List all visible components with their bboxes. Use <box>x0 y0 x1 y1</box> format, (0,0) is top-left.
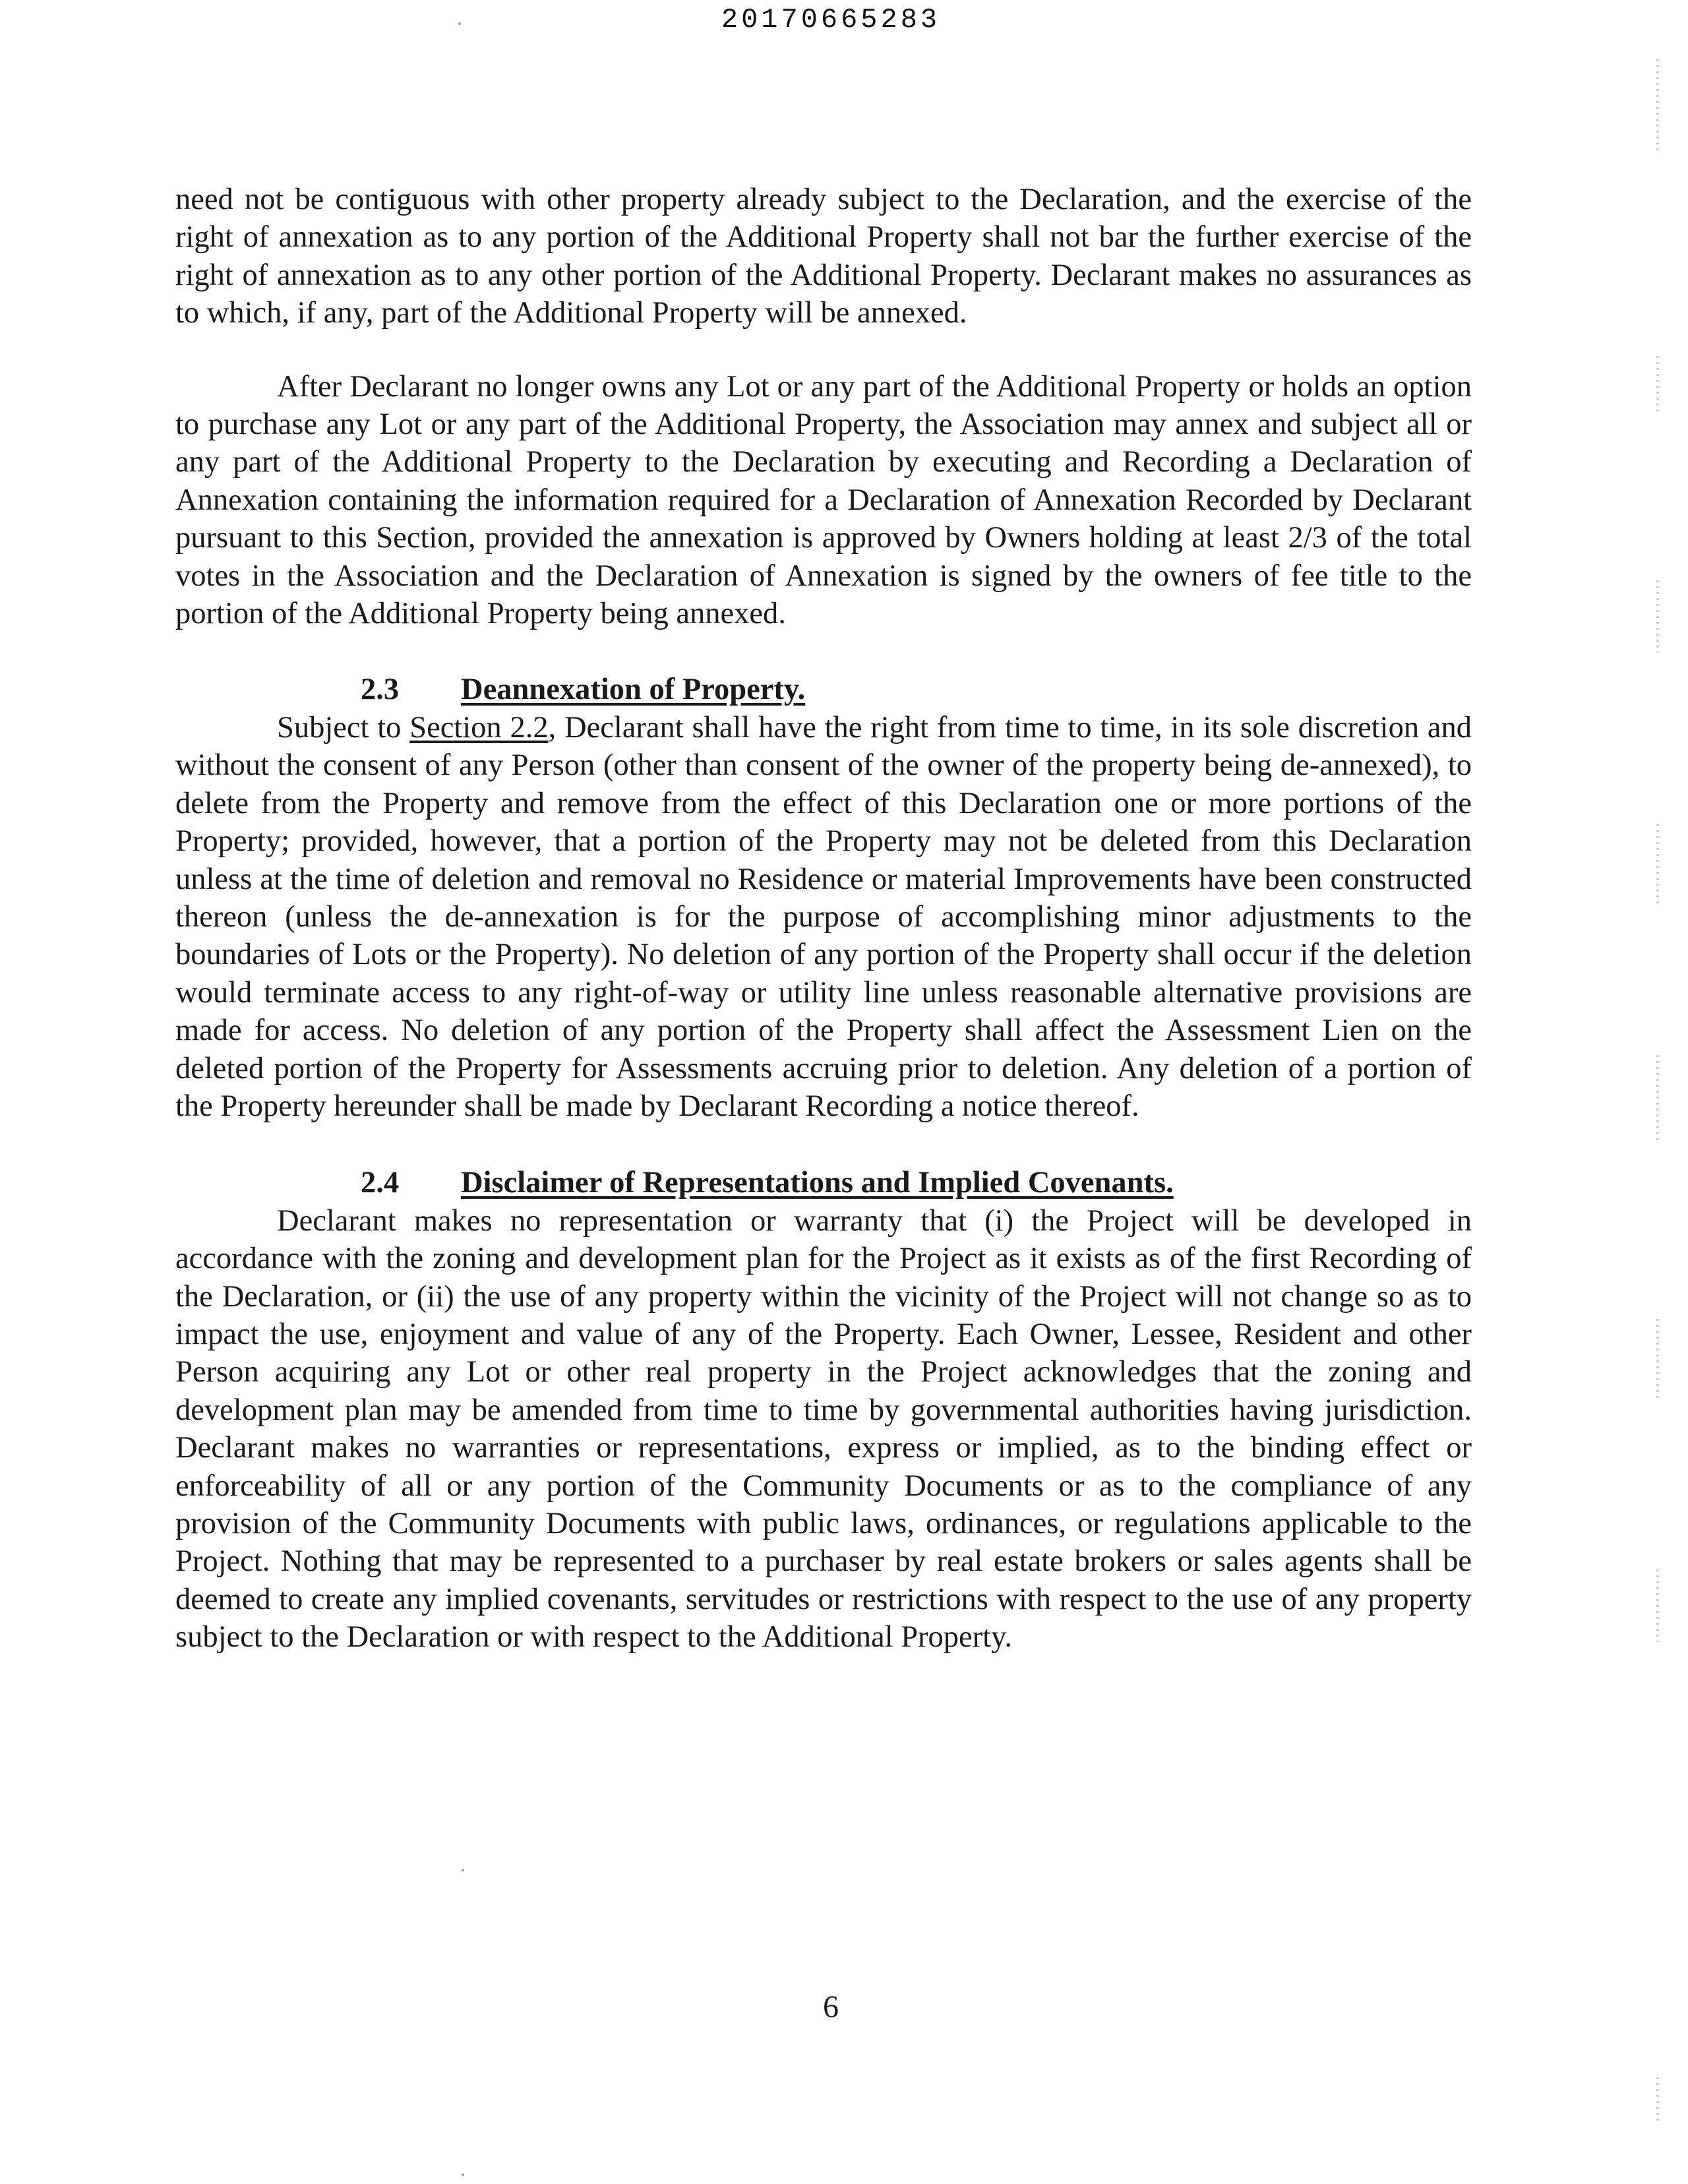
scan-artifact <box>1656 59 1659 152</box>
scan-speck <box>462 2173 464 2176</box>
scan-speck <box>458 22 461 25</box>
paragraph-disclaimer: Declarant makes no representation or warranty that (i) the Project will be developed in accordance with the zoning and development plan for the Project as it exists as of the first Recording of the Declaration, or (ii) the use of any property within the vicinity of the Project will not change so as to impact the use, enjoyment and value of any of the Property. Each Owner, Lessee, Resident and other Person acquiring any Lot or other real property in the Project acknowledges that the zoning and development plan may be amended from time to time by governmental authorities having jurisdiction. Declarant makes no warranties or representations, express or implied, as to the binding effect or enforceability of all or any portion of the Community Documents or as to the compliance of any provision of the Community Documents with public laws, ordinances, or regulations applicable to the Project. Nothing that may be represented to a purchaser by real estate brokers or sales agents shall be deemed to create any implied covenants, servitudes or restrictions with respect to the use of any property subject to the Declaration or with respect to the Additional Property. <box>175 1203 1472 1654</box>
scan-artifact <box>1656 1055 1659 1141</box>
paragraph-text: Subject to <box>277 710 410 744</box>
paragraph-association-annexation: After Declarant no longer owns any Lot or any part of the Additional Property or holds an option to purchase any Lot or any part of the Additional Property, the Association may annex and subject all or any part of the Additional Property to the Declaration by executing and Recording a Declaration of Annexation containing the information required for a Declaration of Annexation Recorded by Declarant pursuant to this Section, provided the annexation is approved by Owners holding at least 2/3 of the total votes in the Association and the Declaration of Annexation is signed by the owners of fee title to the portion of the Additional Property being annexed. <box>175 369 1472 631</box>
paragraph-text: , Declarant shall have the right from time to time, in its sole discretion and without the consent of any Person (other than consent of the owner of the property being de-annexed), to delete from the Property and remove from the effect of this Declaration one or more portions of the Property; provided, however, that a portion of the Property may not be deleted from this Declaration unless at the time of deletion and removal no Residence or material Improvements have been constructed thereon (unless the de-annexation is for the purpose of accomplishing minor adjustments to the boundaries of Lots or the Property). No deletion of any portion of the Property shall occur if the deletion would terminate access to any right-of-way or utility line unless reasonable alternative provisions are made for access. No deletion of any portion of the Property shall affect the Assessment Lien on the deleted portion of the Property for Assessments accruing prior to deletion. Any deletion of a portion of the Property hereunder shall be made by Declarant Recording a notice thereof. <box>175 710 1472 1123</box>
section-number: 2.4 <box>361 1166 400 1200</box>
scan-artifact <box>1656 1569 1659 1642</box>
section-number: 2.3 <box>361 673 400 707</box>
section-heading-2-3 <box>175 671 1472 708</box>
page-number: 6 <box>823 1989 839 2024</box>
scan-artifact <box>1656 580 1659 653</box>
scan-artifact <box>1656 2077 1659 2123</box>
section-title: Deannexation of Property. <box>461 673 806 707</box>
section-heading-2-4 <box>175 1164 1472 1201</box>
section-title: Disclaimer of Representations and Implied Covenants. <box>461 1166 1174 1200</box>
paragraph-annexation-continued: need not be contiguous with other property already subject to the Declaration, and the exercise of the right of annexation as to any portion of the Additional Property shall not bar the further exercise of the right of annexation as to any other portion of the Additional Property. Declarant makes no assurances as to which, if any, part of the Additional Property will be annexed. <box>175 183 1472 330</box>
document-number: 20170665283 <box>721 4 941 36</box>
scan-artifact <box>1656 1319 1659 1398</box>
scan-artifact <box>1656 824 1659 903</box>
paragraph-deannexation <box>175 709 1472 1125</box>
document-body <box>175 181 1472 1656</box>
scan-artifact <box>1656 356 1659 415</box>
scan-speck <box>462 1869 464 1871</box>
section-reference-link[interactable]: Section 2.2 <box>409 710 549 744</box>
